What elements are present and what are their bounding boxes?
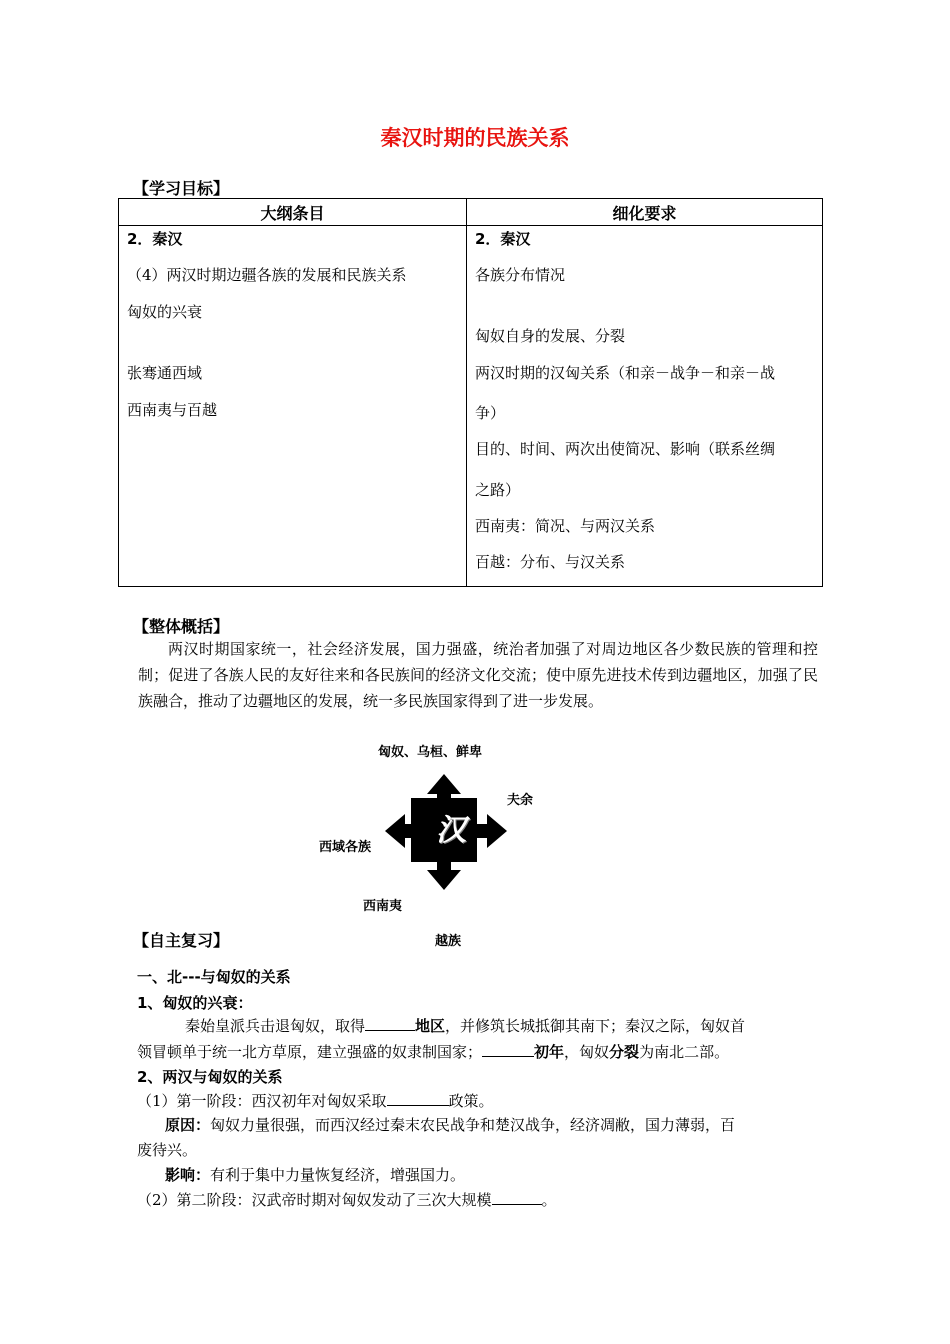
- text-span: ，匈奴: [564, 1043, 610, 1061]
- col1-cell: [119, 226, 467, 587]
- text-span: 初年: [534, 1043, 565, 1061]
- col2-cell: [467, 226, 823, 587]
- label-north: 匈奴、乌桓、鲜卑: [378, 745, 483, 760]
- paragraph-line: [137, 1090, 494, 1111]
- text-span: ，并修筑长城抵御其南下；秦汉之际，匈奴首: [445, 1017, 746, 1035]
- text-span: 领冒顿单于统一北方草原，建立强盛的奴隶制国家；: [137, 1043, 483, 1061]
- col1-item: （4）两汉时期边疆各族的发展和民族关系: [127, 266, 407, 284]
- fill-blank[interactable]: [482, 1042, 534, 1057]
- text-span: 秦始皇派兵击退匈奴，取得: [185, 1017, 366, 1035]
- col2-item: 两汉时期的汉匈关系（和亲－战争－和亲－战: [475, 364, 776, 382]
- paragraph-line: [165, 1164, 465, 1185]
- text-span: 为南北二部。: [639, 1043, 730, 1061]
- text-span: （2）第二阶段：汉武帝时期对匈奴发动了三次大规模: [137, 1191, 492, 1209]
- text-span: 影响：: [165, 1166, 211, 1184]
- col1-item: 西南夷与百越: [127, 401, 218, 419]
- col2-item: 目的、时间、两次出使简况、影响（联系丝绸: [475, 440, 776, 458]
- section-heading: 一、北---与匈奴的关系: [137, 968, 291, 986]
- goals-heading: 【学习目标】: [133, 179, 230, 198]
- col1-item: 2．秦汉: [127, 230, 183, 248]
- text-span: 原因：: [165, 1116, 211, 1134]
- summary-text: 两汉时期国家统一，社会经济发展，国力强盛，统治者加强了对周边地区各少数民族的管理和控制；促进了各族人民的友好往来和各民族间的经济文化交流；使中原先进技术传到边疆地区，加强了民族融合，推动了边疆地区的发展，统一多民族国家得到了进一步发展。: [138, 640, 818, 710]
- sub-heading: 1、匈奴的兴衰：: [137, 994, 253, 1012]
- col2-item: 各族分布情况: [475, 266, 566, 284]
- fill-blank[interactable]: [492, 1190, 542, 1205]
- summary-heading: 【整体概括】: [133, 617, 230, 636]
- fill-blank[interactable]: [387, 1091, 449, 1106]
- text-span: 地区: [415, 1017, 446, 1035]
- text-span: 。: [541, 1191, 557, 1209]
- goals-table: [118, 198, 823, 587]
- text-span: 分裂: [609, 1043, 640, 1061]
- paragraph-line: [165, 1114, 735, 1135]
- page-title: 秦汉时期的民族关系: [380, 126, 570, 150]
- sub-heading: 2、两汉与匈奴的关系: [137, 1068, 283, 1086]
- text-span: （1）第一阶段：西汉初年对匈奴采取: [137, 1092, 387, 1110]
- fill-blank[interactable]: [365, 1016, 415, 1031]
- col2-item: 匈奴自身的发展、分裂: [475, 327, 626, 345]
- arrow-up-icon: [427, 774, 461, 800]
- col1-item: 张骞通西域: [127, 364, 203, 382]
- paragraph-line: [137, 1189, 557, 1210]
- text-span: 政策。: [448, 1092, 494, 1110]
- col2-item: 西南夷：简况、与两汉关系: [475, 517, 656, 535]
- col1-header: 大纲条目: [119, 199, 467, 226]
- paragraph-line: [137, 1041, 729, 1062]
- arrow-right-icon: [475, 814, 507, 848]
- label-south: 越族: [435, 934, 462, 949]
- col2-item: 百越：分布、与汉关系: [475, 553, 626, 571]
- col2-item: 之路）: [475, 481, 521, 499]
- col2-item: 2．秦汉: [475, 230, 531, 248]
- paragraph-line: [185, 1015, 745, 1036]
- arrow-left-icon: [385, 814, 413, 848]
- col1-item: 匈奴的兴衰: [127, 303, 203, 321]
- col2-item: 争）: [475, 404, 506, 422]
- label-northeast: 夫余: [507, 793, 534, 808]
- label-west: 西域各族: [319, 840, 372, 855]
- label-southwest: 西南夷: [363, 899, 403, 914]
- arrow-down-icon: [427, 860, 461, 890]
- paragraph-line: 废待兴。: [137, 1141, 198, 1159]
- center-label: 汉: [436, 813, 466, 848]
- text-span: 有利于集中力量恢复经济，增强国力。: [210, 1166, 466, 1184]
- col2-header: 细化要求: [467, 199, 823, 226]
- text-span: 匈奴力量很强，而西汉经过秦末农民战争和楚汉战争，经济凋敝，国力薄弱，百: [210, 1116, 736, 1134]
- review-heading: 【自主复习】: [133, 931, 230, 950]
